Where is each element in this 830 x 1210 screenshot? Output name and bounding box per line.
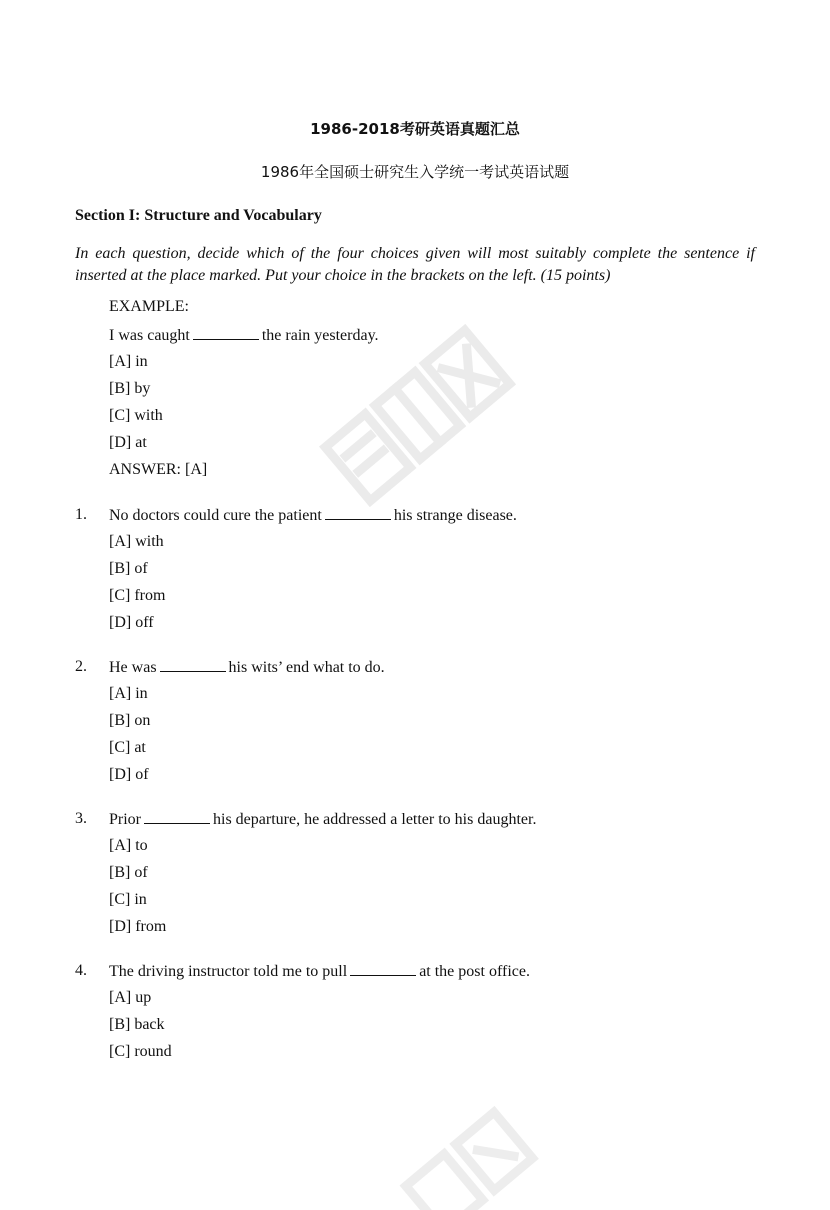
example-answer: ANSWER: [A] <box>109 461 208 478</box>
question-option: [B] back <box>109 1016 165 1033</box>
answer-blank <box>160 657 226 672</box>
question-number: 3. <box>75 810 87 827</box>
question-number: 1. <box>75 506 87 523</box>
question-option: [B] of <box>109 864 148 881</box>
question-stem-before: The driving instructor told me to pull <box>109 963 348 980</box>
example-stem-after: the rain yesterday. <box>261 327 379 344</box>
question-number: 4. <box>75 962 87 979</box>
question-stem-after: at the post office. <box>419 963 530 980</box>
answer-blank <box>350 961 416 976</box>
question-option: [B] on <box>109 712 151 729</box>
question-stem-after: his departure, he addressed a letter to his daughter. <box>213 811 537 828</box>
question-stem <box>109 809 536 830</box>
answer-blank <box>325 505 391 520</box>
question-option: [D] off <box>109 614 154 631</box>
example-stem-before: I was caught <box>109 327 190 344</box>
question-option: [A] to <box>109 837 148 854</box>
exam-title: 1986年全国硕士研究生入学统一考试英语试题 <box>260 163 570 181</box>
question-option: [A] with <box>109 533 164 550</box>
question-option: [D] from <box>109 918 167 935</box>
example-option: [D] at <box>109 434 147 451</box>
document-title: 1986-2018考研英语真题汇总 <box>310 120 520 138</box>
question-number: 2. <box>75 658 87 675</box>
question-option: [D] of <box>109 766 149 783</box>
question-option: [C] at <box>109 739 146 756</box>
question-option: [C] round <box>109 1043 172 1060</box>
question-option: [C] in <box>109 891 147 908</box>
question-stem <box>109 961 530 982</box>
answer-blank <box>193 325 259 340</box>
example-stem <box>109 325 379 346</box>
example-label: EXAMPLE: <box>109 298 189 315</box>
question-option: [A] up <box>109 989 152 1006</box>
question-stem-after: his strange disease. <box>393 507 517 524</box>
example-option: [B] by <box>109 380 151 397</box>
question-option: [C] from <box>109 587 166 604</box>
section-heading: Section I: Structure and Vocabulary <box>75 207 322 224</box>
question-stem <box>109 657 385 678</box>
question-stem-after: his wits’ end what to do. <box>228 659 385 676</box>
question-option: [B] of <box>109 560 148 577</box>
example-option: [A] in <box>109 353 148 370</box>
question-stem-before: Prior <box>109 811 141 828</box>
example-option: [C] with <box>109 407 163 424</box>
question-stem <box>109 505 517 526</box>
question-stem-before: No doctors could cure the patient <box>109 507 322 524</box>
question-stem-before: He was <box>109 659 157 676</box>
section-instructions: In each question, decide which of the four choices given will most suitably complete the sentence if inserted at the place marked. Put your choice in the brackets on the left. (15 points) <box>75 245 755 284</box>
watermark-logo-bottom <box>380 1090 580 1210</box>
question-option: [A] in <box>109 685 148 702</box>
answer-blank <box>144 809 210 824</box>
